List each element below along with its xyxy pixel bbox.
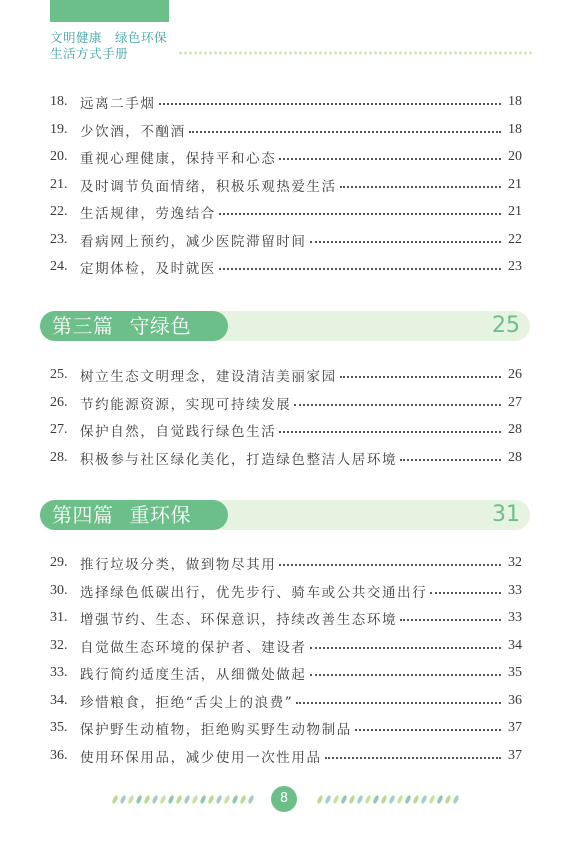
toc-entry-number: 30. bbox=[50, 582, 68, 598]
toc-entry-title: 践行简约适度生活，从细微处做起 bbox=[80, 667, 307, 683]
leaf-ornament bbox=[436, 794, 443, 804]
toc-entry-number: 36. bbox=[50, 747, 68, 763]
leaf-ornament bbox=[183, 794, 190, 804]
header-line-2: 生活方式手册 bbox=[50, 46, 129, 61]
toc-entry-number: 33. bbox=[50, 665, 68, 680]
header-dotted-rule bbox=[178, 51, 534, 55]
toc-entry-page: 26 bbox=[508, 367, 522, 382]
toc-entry-number: 18. bbox=[50, 94, 68, 109]
toc-entry-page: 34 bbox=[508, 637, 522, 653]
toc-entry bbox=[50, 553, 522, 573]
toc-dot-leader bbox=[294, 404, 501, 406]
toc-entry-title: 生活规律，劳逸结合 bbox=[80, 206, 216, 222]
running-header bbox=[50, 30, 167, 62]
header-line-1: 文明健康 绿色环保 bbox=[50, 30, 168, 45]
toc-dot-leader bbox=[279, 158, 501, 160]
leaf-ornament bbox=[380, 794, 387, 804]
footer-leaf-decoration-left bbox=[113, 794, 253, 804]
leaf-ornament bbox=[324, 794, 331, 804]
toc-entry-number: 29. bbox=[50, 555, 68, 570]
section-title-pill bbox=[40, 500, 228, 530]
leaf-ornament bbox=[364, 794, 371, 804]
toc-entry-page: 23 bbox=[508, 259, 522, 274]
leaf-ornament bbox=[231, 794, 238, 804]
toc-entry bbox=[50, 581, 522, 601]
toc-entry bbox=[50, 147, 522, 167]
toc-entry bbox=[50, 120, 522, 140]
section-heading-4 bbox=[40, 500, 530, 530]
leaf-ornament bbox=[412, 794, 419, 804]
footer-leaf-decoration-right bbox=[318, 794, 458, 804]
leaf-ornament bbox=[332, 794, 339, 804]
toc-entry-title: 树立生态文明理念，建设清洁美丽家园 bbox=[80, 369, 337, 385]
toc-entry bbox=[50, 608, 522, 628]
leaf-ornament bbox=[396, 794, 403, 804]
leaf-ornament bbox=[111, 794, 118, 804]
leaf-ornament bbox=[372, 794, 379, 804]
toc-dot-leader bbox=[310, 241, 502, 243]
toc-dot-leader bbox=[400, 619, 501, 621]
leaf-ornament bbox=[420, 794, 427, 804]
leaf-ornament bbox=[215, 794, 222, 804]
toc-entry-title: 选择绿色低碳出行，优先步行、骑车或公共交通出行 bbox=[80, 584, 428, 601]
toc-entry bbox=[50, 420, 522, 440]
toc-entry-number: 20. bbox=[50, 149, 68, 164]
toc-entry-page: 37 bbox=[508, 720, 522, 735]
toc-entry-title: 保护野生动植物，拒绝购买野生动物制品 bbox=[80, 722, 352, 738]
toc-entry-number: 27. bbox=[50, 422, 68, 437]
toc-entry-title: 积极参与社区绿化美化，打造绿色整洁人居环境 bbox=[80, 451, 398, 468]
page-number-badge: 8 bbox=[271, 786, 297, 812]
leaf-ornament bbox=[452, 794, 459, 804]
toc-entry-number: 19. bbox=[50, 121, 68, 137]
toc-entry-page: 37 bbox=[508, 747, 522, 763]
toc-entry bbox=[50, 663, 522, 683]
toc-dot-leader bbox=[219, 268, 501, 270]
leaf-ornament bbox=[199, 794, 206, 804]
toc-entry-number: 31. bbox=[50, 610, 68, 625]
toc-entry-page: 21 bbox=[508, 204, 522, 219]
toc-dot-leader bbox=[355, 729, 501, 731]
leaf-ornament bbox=[239, 794, 246, 804]
toc-entry-title: 珍惜粮食，拒绝“舌尖上的浪费” bbox=[80, 694, 294, 711]
toc-entry-title: 少饮酒，不酗酒 bbox=[80, 123, 186, 140]
toc-entry bbox=[50, 448, 522, 468]
toc-dot-leader bbox=[159, 103, 502, 105]
toc-dot-leader bbox=[219, 213, 501, 215]
toc-entry bbox=[50, 175, 522, 195]
toc-entry-number: 23. bbox=[50, 231, 68, 247]
page-footer bbox=[0, 786, 588, 812]
toc-entry-number: 34. bbox=[50, 692, 68, 708]
toc-entry-page: 21 bbox=[508, 176, 522, 192]
leaf-ornament bbox=[388, 794, 395, 804]
toc-entry-page: 28 bbox=[508, 449, 522, 465]
toc-entry-number: 26. bbox=[50, 394, 68, 410]
section-title: 守绿色 bbox=[129, 314, 191, 338]
toc-entry-title: 看病网上预约，减少医院滞留时间 bbox=[80, 233, 307, 250]
section-title: 重环保 bbox=[129, 503, 191, 527]
leaf-ornament bbox=[428, 794, 435, 804]
leaf-ornament bbox=[247, 794, 254, 804]
toc-entry bbox=[50, 718, 522, 738]
toc-entry-page: 33 bbox=[508, 582, 522, 598]
leaf-ornament bbox=[348, 794, 355, 804]
toc-entry bbox=[50, 393, 522, 413]
leaf-ornament bbox=[340, 794, 347, 804]
toc-entry-page: 18 bbox=[508, 121, 522, 137]
section-number: 第三篇 bbox=[52, 314, 114, 338]
toc-entry bbox=[50, 746, 522, 766]
toc-entry-page: 36 bbox=[508, 692, 522, 708]
toc-entry bbox=[50, 202, 522, 222]
leaf-ornament bbox=[135, 794, 142, 804]
toc-dot-leader bbox=[279, 431, 501, 433]
leaf-ornament bbox=[316, 794, 323, 804]
toc-entry-page: 32 bbox=[508, 555, 522, 570]
toc-entry-title: 及时调节负面情绪，积极乐观热爱生活 bbox=[80, 178, 337, 195]
leaf-ornament bbox=[143, 794, 150, 804]
toc-entry-page: 28 bbox=[508, 422, 522, 437]
toc-dot-leader bbox=[430, 592, 501, 594]
leaf-ornament bbox=[119, 794, 126, 804]
toc-entry-title: 增强节约、生态、环保意识，持续改善生态环境 bbox=[80, 612, 398, 628]
toc-entry-page: 20 bbox=[508, 149, 522, 164]
toc-dot-leader bbox=[340, 376, 501, 378]
toc-entry-title: 推行垃圾分类，做到物尽其用 bbox=[80, 557, 277, 573]
toc-entry-number: 32. bbox=[50, 637, 68, 653]
section-page-number: 31 bbox=[492, 502, 520, 527]
leaf-ornament bbox=[159, 794, 166, 804]
toc-dot-leader bbox=[310, 647, 502, 649]
toc-dot-leader bbox=[189, 131, 501, 133]
toc-entry-page: 22 bbox=[508, 231, 522, 247]
section-title-pill bbox=[40, 311, 228, 341]
toc-entry-number: 24. bbox=[50, 259, 68, 274]
toc-entry bbox=[50, 230, 522, 250]
leaf-ornament bbox=[175, 794, 182, 804]
toc-dot-leader bbox=[325, 757, 501, 759]
toc-entry-page: 33 bbox=[508, 610, 522, 625]
leaf-ornament bbox=[223, 794, 230, 804]
toc-entry-number: 35. bbox=[50, 720, 68, 735]
toc-entry-page: 18 bbox=[508, 94, 522, 109]
toc-entry-number: 22. bbox=[50, 204, 68, 219]
toc-entry-page: 35 bbox=[508, 665, 522, 680]
toc-entry-number: 28. bbox=[50, 449, 68, 465]
leaf-ornament bbox=[207, 794, 214, 804]
leaf-ornament bbox=[444, 794, 451, 804]
toc-entry-page: 27 bbox=[508, 394, 522, 410]
section-page-number: 25 bbox=[492, 313, 520, 338]
leaf-ornament bbox=[404, 794, 411, 804]
toc-entry-title: 节约能源资源，实现可持续发展 bbox=[80, 396, 292, 413]
toc-entry-title: 使用环保用品，减少使用一次性用品 bbox=[80, 749, 322, 766]
toc-dot-leader bbox=[279, 564, 501, 566]
toc-dot-leader bbox=[340, 186, 501, 188]
toc-entry bbox=[50, 636, 522, 656]
toc-entry-title: 远离二手烟 bbox=[80, 96, 156, 112]
toc-entry-title: 保护自然，自觉践行绿色生活 bbox=[80, 424, 277, 440]
section-number: 第四篇 bbox=[52, 503, 114, 527]
leaf-ornament bbox=[167, 794, 174, 804]
toc-dot-leader bbox=[400, 459, 501, 461]
leaf-ornament bbox=[151, 794, 158, 804]
toc-entry bbox=[50, 365, 522, 385]
toc-dot-leader bbox=[296, 702, 501, 704]
toc-entry-title: 自觉做生态环境的保护者、建设者 bbox=[80, 639, 307, 656]
toc-entry bbox=[50, 92, 522, 112]
toc-entry-number: 25. bbox=[50, 367, 68, 382]
leaf-ornament bbox=[191, 794, 198, 804]
toc-entry bbox=[50, 691, 522, 711]
toc-dot-leader bbox=[310, 674, 502, 676]
header-color-bar bbox=[50, 0, 169, 22]
section-heading-3 bbox=[40, 311, 530, 341]
toc-entry-title: 重视心理健康，保持平和心态 bbox=[80, 151, 277, 167]
toc-entry bbox=[50, 257, 522, 277]
toc-entry-number: 21. bbox=[50, 176, 68, 192]
leaf-ornament bbox=[356, 794, 363, 804]
leaf-ornament bbox=[127, 794, 134, 804]
toc-entry-title: 定期体检，及时就医 bbox=[80, 261, 216, 277]
